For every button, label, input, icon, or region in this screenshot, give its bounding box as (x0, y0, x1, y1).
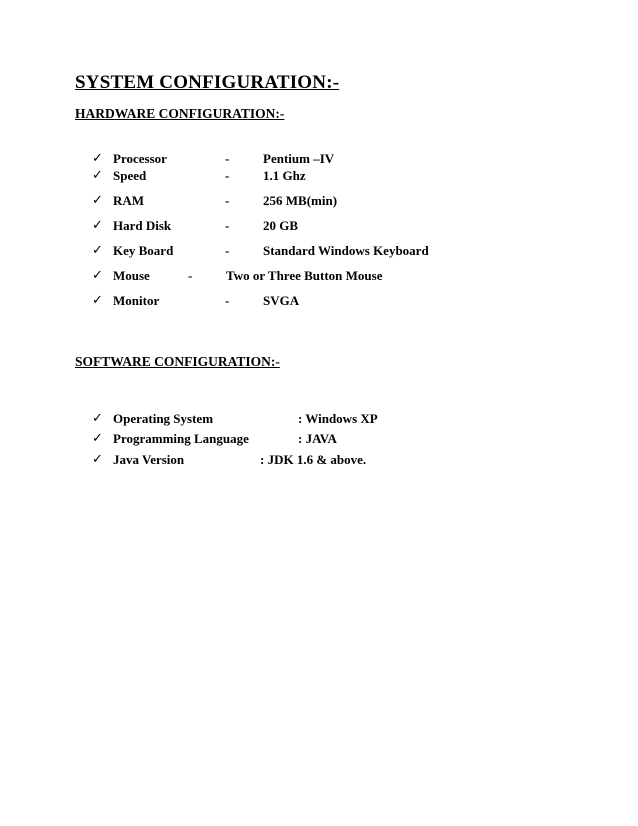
software-section-heading: SOFTWARE CONFIGURATION:- (75, 354, 280, 369)
hardware-item-value: 20 GB (263, 218, 299, 233)
hardware-section-heading: HARDWARE CONFIGURATION:- (75, 106, 285, 121)
software-item-value: : JAVA (298, 431, 337, 446)
hardware-item-separator: - (225, 243, 230, 258)
software-item-programming-language (92, 431, 612, 449)
hardware-item-separator: - (225, 293, 230, 308)
software-item-label: Java Version (113, 452, 185, 467)
hardware-item-separator: - (225, 151, 230, 166)
hardware-item-label: Monitor (113, 293, 160, 308)
hardware-item-value: Two or Three Button Mouse (226, 268, 383, 283)
software-item-value: : JDK 1.6 & above. (260, 452, 367, 467)
check-mark-icon: ✓ (92, 431, 103, 446)
hardware-item-label: Hard Disk (113, 218, 172, 233)
hardware-item-monitor (92, 293, 612, 311)
check-mark-icon: ✓ (92, 243, 103, 258)
software-item-label: Operating System (113, 411, 214, 426)
check-mark-icon: ✓ (92, 168, 103, 183)
software-item-value: : Windows XP (298, 411, 378, 426)
hardware-item-label: Mouse (113, 268, 150, 283)
check-mark-icon: ✓ (92, 452, 103, 467)
hardware-item-value: 256 MB(min) (263, 193, 338, 208)
hardware-item-label: Speed (113, 168, 147, 183)
hardware-item-processor (92, 151, 612, 169)
software-item-java-version (92, 452, 612, 470)
check-mark-icon: ✓ (92, 151, 103, 166)
hardware-item-speed (92, 168, 612, 186)
hardware-item-value: Standard Windows Keyboard (263, 243, 429, 258)
check-mark-icon: ✓ (92, 218, 103, 233)
software-item-operating-system (92, 411, 612, 429)
hardware-item-separator: - (225, 193, 230, 208)
hardware-item-separator: - (188, 268, 193, 283)
hardware-item-mouse (92, 268, 612, 286)
hardware-item-value: SVGA (263, 293, 300, 308)
hardware-item-value: 1.1 Ghz (263, 168, 306, 183)
hardware-item-keyboard (92, 243, 612, 261)
check-mark-icon: ✓ (92, 268, 103, 283)
hardware-item-hard-disk (92, 218, 612, 236)
check-mark-icon: ✓ (92, 411, 103, 426)
check-mark-icon: ✓ (92, 293, 103, 308)
hardware-item-value: Pentium –IV (263, 151, 335, 166)
hardware-item-ram (92, 193, 612, 211)
hardware-item-separator: - (225, 168, 230, 183)
hardware-item-label: Processor (113, 151, 167, 166)
hardware-item-label: Key Board (113, 243, 174, 258)
software-item-label: Programming Language (113, 431, 249, 446)
hardware-item-separator: - (225, 218, 230, 233)
check-mark-icon: ✓ (92, 193, 103, 208)
page-title: SYSTEM CONFIGURATION:- (75, 72, 340, 93)
hardware-item-label: RAM (113, 193, 145, 208)
